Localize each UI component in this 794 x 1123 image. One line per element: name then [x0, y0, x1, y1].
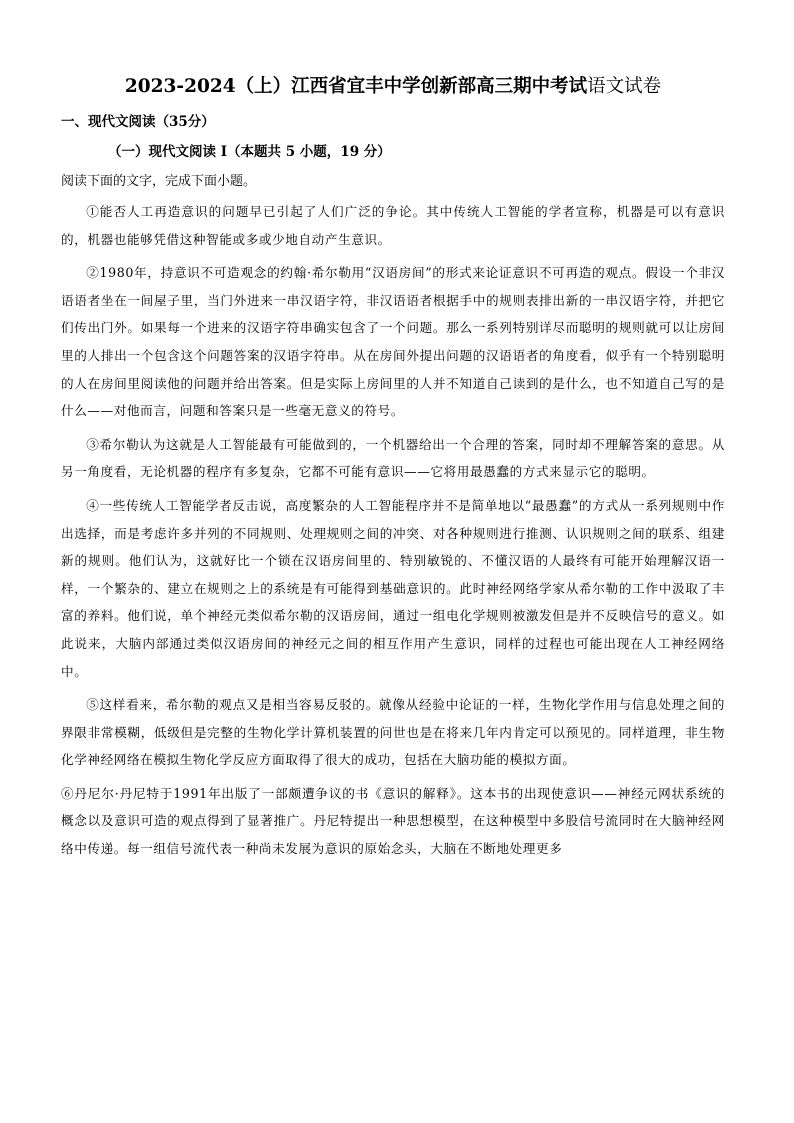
subsection-heading: （一）现代文阅读 I（本题共 5 小题，19 分） [108, 144, 391, 160]
title-suffix: 语文试卷 [587, 76, 662, 97]
exam-page [61, 72, 725, 869]
paragraph-3: ③希尔勒认为这就是人工智能最有可能做到的，一个机器给出一个合理的答案，同时却不理解答案的意思。从另一角度看，无论机器的程序有多复杂，它都不可能有意识——它将用最愚蠢的方式来显示它的聪明。 [61, 436, 725, 480]
title-main: 2023-2024（上）江西省宜丰中学创新部高三期中考试 [124, 76, 588, 97]
paragraph-4: ④一些传统人工智能学者反击说，高度繁杂的人工智能程序并不是简单地以“最愚蠢”的方式从一系列规则中作出选择，而是考虑许多并列的不同规则、处理规则之间的冲突、对各种规则进行推测、认识规则之间的联系、组建新的规则。他们认为，这就好比一个锁在汉语房间里的、特别敏锐的、不懂汉语的人最终有可能开始理解汉语一样，一个繁杂的、建立在规则之上的系统是有可能得到基础意识的。此时神经网络学家从希尔勒的工作中汲取了丰富的养料。他们说，单个神经元类似希尔勒的汉语房间，通过一组电化学规则被激发但是并不反映信号的意义。如此说来，大脑内部通过类似汉语房间的神经元之间的相互作用产生意识，同样的过程也可能出现在人工神经网络中。 [61, 497, 725, 679]
reading-instruction: 阅读下面的文字，完成下面小题。 [61, 174, 257, 189]
section-heading: 一、现代文阅读（35分） [61, 114, 215, 130]
document-title [61, 72, 725, 98]
paragraph-5: ⑤这样看来，希尔勒的观点又是相当容易反驳的。就像从经验中论证的一样，生物化学作用与信息处理之间的界限非常模糊，低级但是完整的生物化学计算机装置的问世也是在将来几年内肯定可以预见的。同样道理，非生物化学神经网络在模拟生物化学反应方面取得了很大的成功，包括在大脑功能的模拟方面。 [61, 697, 725, 768]
paragraph-6: ⑥丹尼尔·丹尼特于1991年出版了一部颇遭争议的书《意识的解释》。这本书的出现使意识——神经元网状系统的概念以及意识可造的观点得到了显著推广。丹尼特提出一种思想模型，在这种模型中多股信号流同时在大脑神经网络中传递。每一组信号流代表一种尚未发展为意识的原始念头，大脑在不断地处理更多 [61, 785, 725, 857]
paragraph-2: ②1980年，持意识不可造观念的约翰·希尔勒用“汉语房间”的形式来论证意识不可再造的观点。假设一个非汉语语者坐在一间屋子里，当门外进来一串汉语字符，非汉语语者根据手中的规则表排出新的一串汉语字符，并把它们传出门外。如果每一个进来的汉语字符串确实包含了一个问题。那么一系列特别详尽而聪明的规则就可以让房间里的人排出一个包含这个问题答案的汉语字符串。从在房间外提出问题的汉语语者的角度看，似乎有一个特别聪明的人在房间里阅读他的问题并给出答案。但是实际上房间里的人并不知道自己读到的是什么，也不知道自己写的是什么——对他而言，问题和答案只是一些毫无意义的符号。 [61, 265, 725, 419]
paragraph-1: ①能否人工再造意识的问题早已引起了人们广泛的争论。其中传统人工智能的学者宣称，机器是可以有意识的，机器也能够凭借这种智能或多或少地自动产生意识。 [61, 204, 725, 247]
